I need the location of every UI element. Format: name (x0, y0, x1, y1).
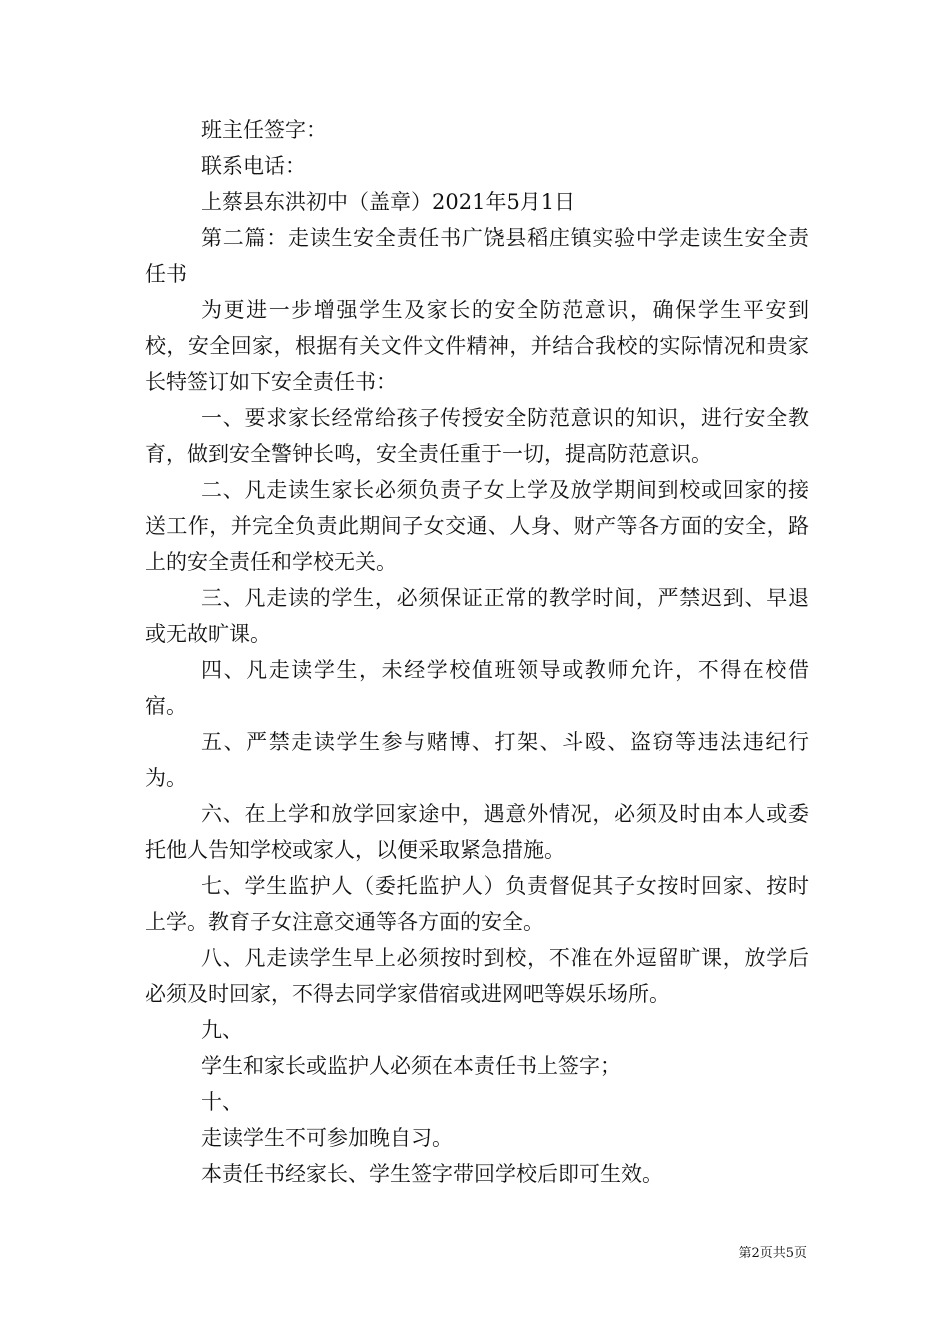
paragraph-item-8: 八、凡走读学生早上必须按时到校，不准在外逗留旷课，放学后必须及时回家，不得去同学家借宿或进网吧等娱乐场所。 (145, 946, 809, 1006)
item-9-text: 学生和家长或监护人必须在本责任书上签字； (201, 1054, 621, 1078)
paragraph-item-5: 五、严禁走读学生参与赌博、打架、斗殴、盗窃等违法违纪行为。 (145, 730, 809, 790)
paragraph-item-6: 六、在上学和放学回家途中，遇意外情况，必须及时由本人或委托他人告知学校或家人，以便采取紧急措施。 (145, 802, 809, 862)
header-line-school-date: 上蔡县东洪初中（盖章）2021年5月1日 (201, 190, 576, 214)
item-10-label: 十、 (201, 1090, 243, 1114)
paragraph-intro: 为更进一步增强学生及家长的安全防范意识，确保学生平安到校，安全回家，根据有关文件文件精神，并结合我校的实际情况和贵家长特签订如下安全责任书： (145, 298, 809, 394)
header-line-signature: 班主任签字： (201, 118, 327, 142)
item-10-text: 走读学生不可参加晚自习。 (201, 1126, 453, 1150)
document-body (145, 112, 809, 1192)
header-line-phone: 联系电话： (201, 154, 306, 178)
paragraph-item-7: 七、学生监护人（委托监护人）负责督促其子女按时回家、按时上学。教育子女注意交通等各方面的安全。 (145, 874, 809, 934)
closing-statement: 本责任书经家长、学生签字带回学校后即可生效。 (201, 1162, 663, 1186)
paragraph-item-1: 一、要求家长经常给孩子传授安全防范意识的知识，进行安全教育，做到安全警钟长鸣，安全责任重于一切，提高防范意识。 (145, 406, 809, 466)
paragraph-item-3: 三、凡走读的学生，必须保证正常的教学时间，严禁迟到、早退或无故旷课。 (145, 586, 809, 646)
section-title: 第二篇：走读生安全责任书广饶县稻庄镇实验中学走读生安全责任书 (145, 226, 809, 286)
page-number: 第2页共5页 (738, 1246, 807, 1261)
paragraph-item-4: 四、凡走读学生，未经学校值班领导或教师允许，不得在校借宿。 (145, 658, 809, 718)
paragraph-item-2: 二、凡走读生家长必须负责子女上学及放学期间到校或回家的接送工作，并完全负责此期间子女交通、人身、财产等各方面的安全，路上的安全责任和学校无关。 (145, 478, 809, 574)
item-9-label: 九、 (201, 1018, 243, 1042)
